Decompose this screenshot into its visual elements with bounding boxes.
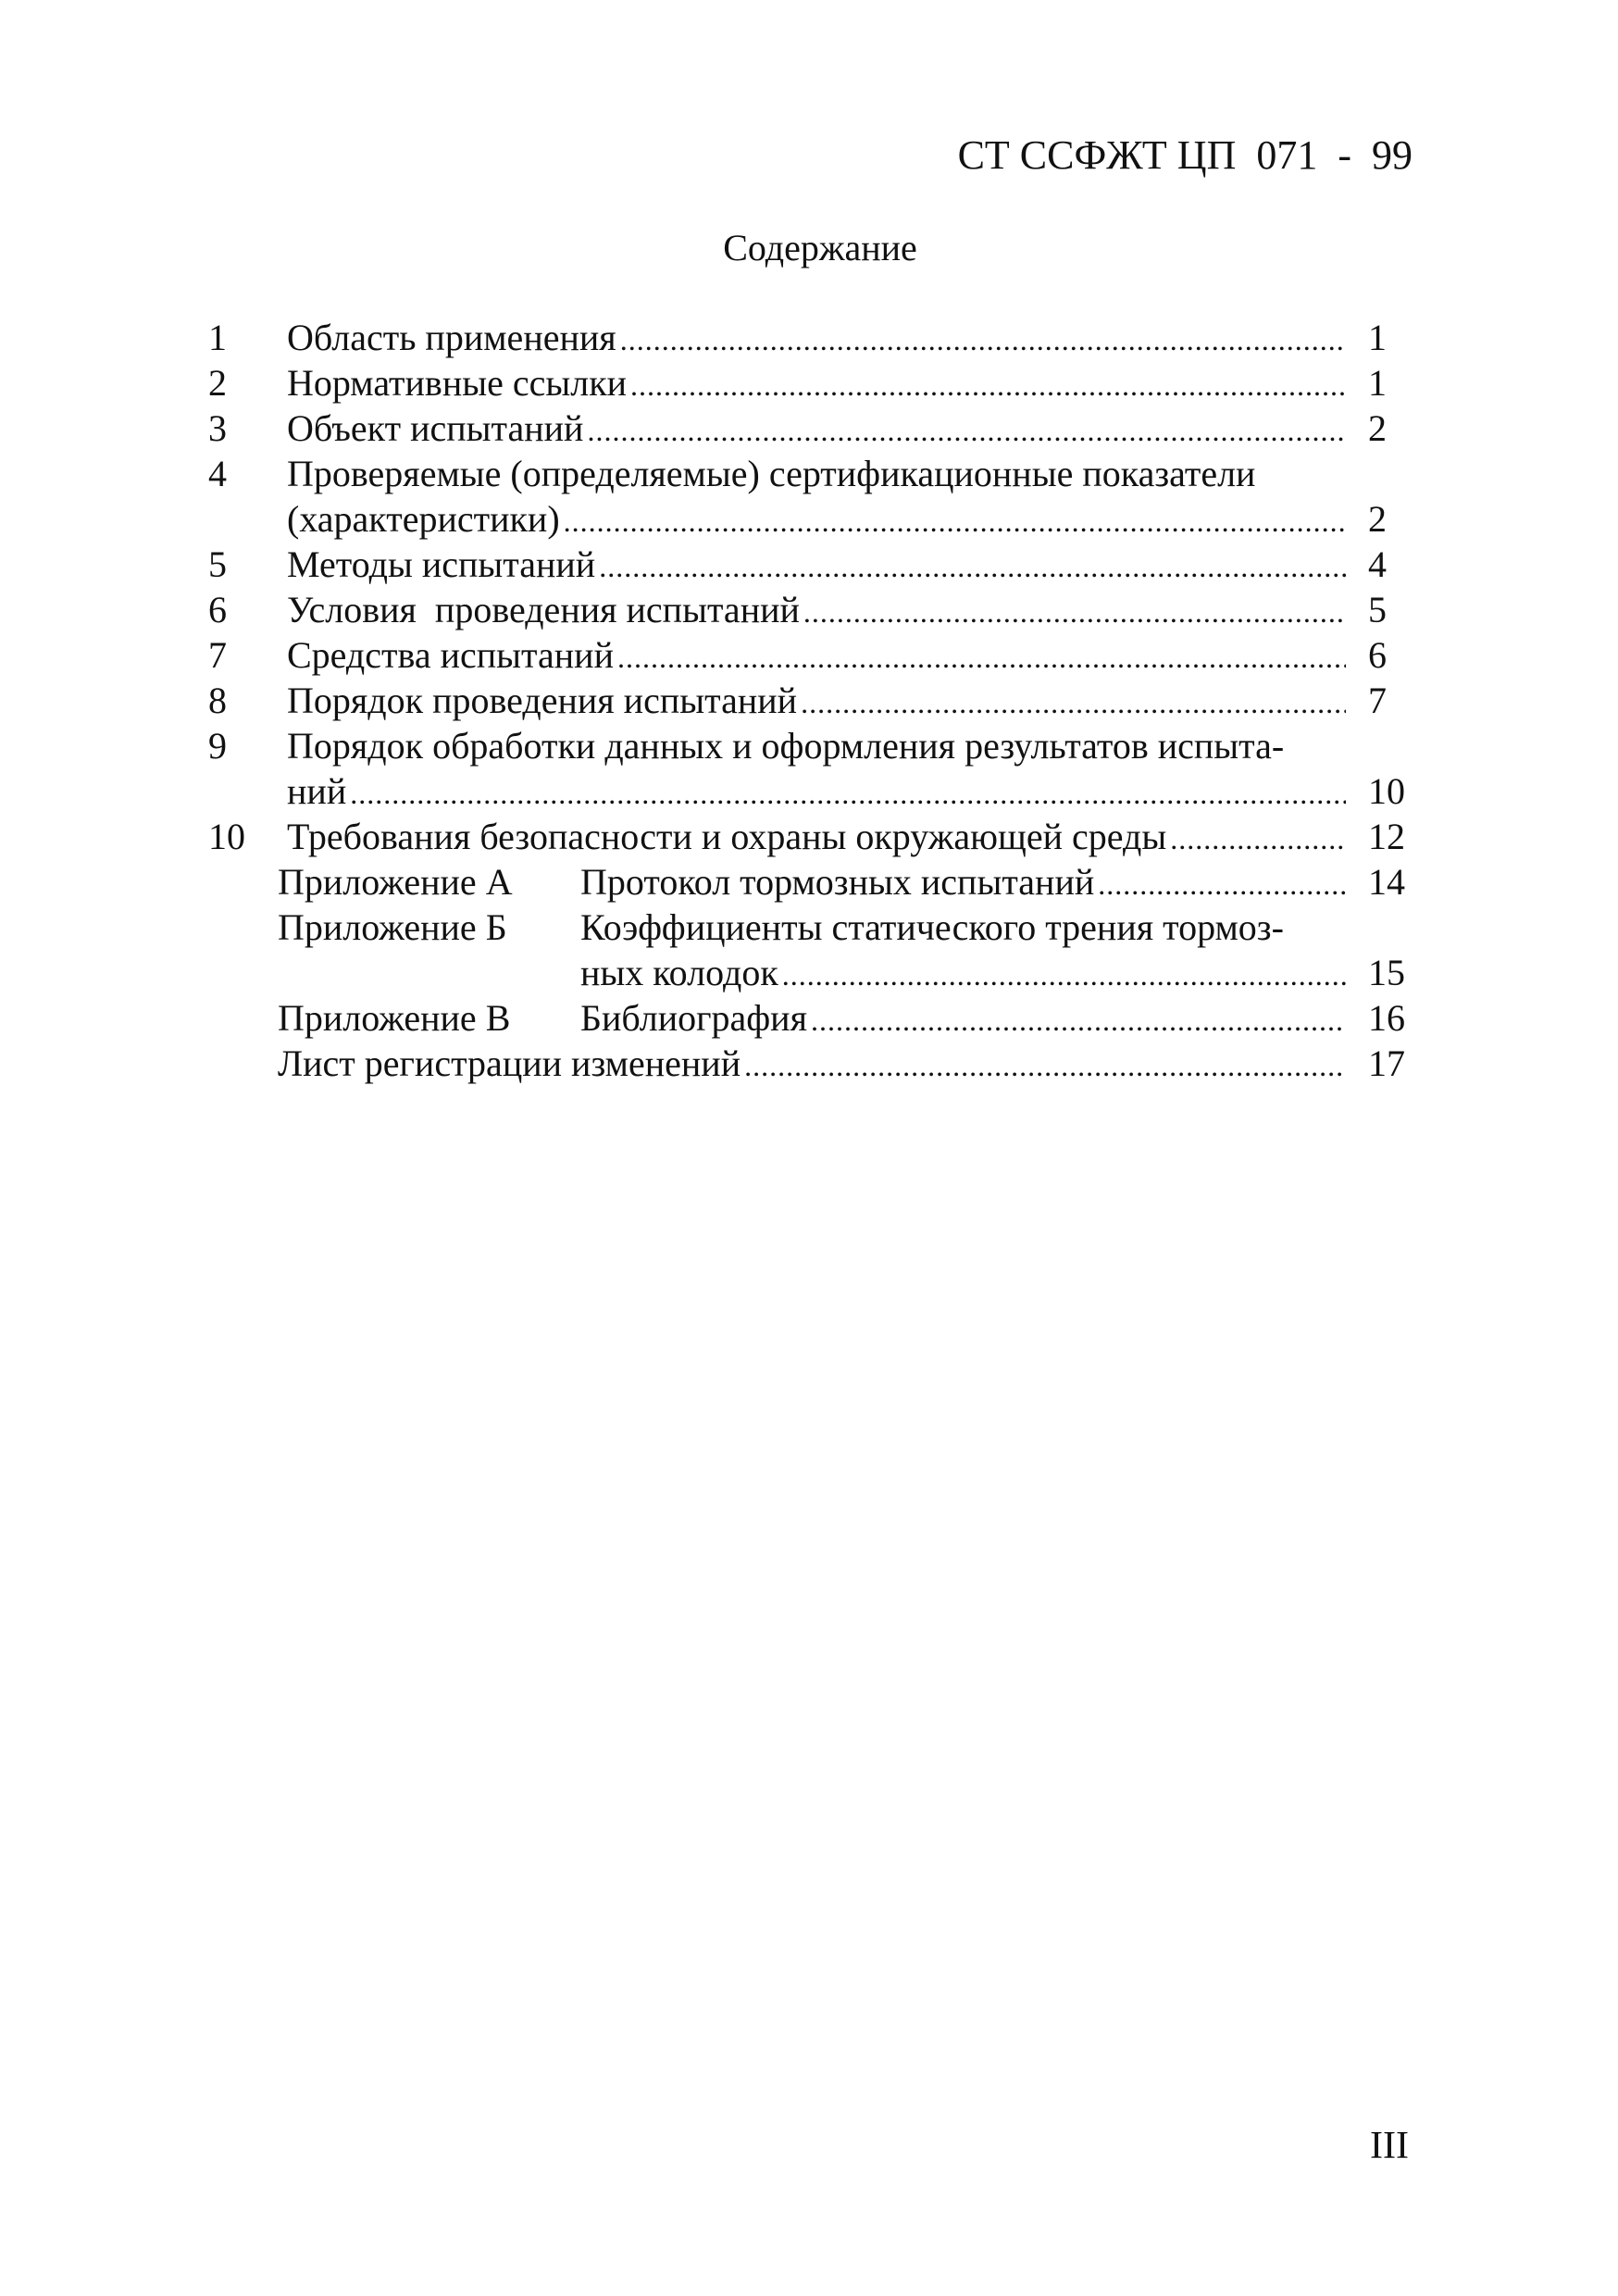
toc-entry-2[interactable] <box>0 360 1618 406</box>
appendix-label: Приложение В <box>278 997 511 1039</box>
toc-entry-5[interactable] <box>0 542 1618 587</box>
appendix-b-continuation[interactable] <box>0 950 1618 995</box>
table-of-contents <box>0 315 1618 1086</box>
dot-leader <box>744 1043 1346 1089</box>
page-number: III <box>1370 2125 1409 2167</box>
toc-entry-6[interactable] <box>0 587 1618 632</box>
toc-entry-number: 8 <box>208 680 227 721</box>
toc-title-text: Содержание <box>723 227 917 268</box>
toc-entry-text-continuation: (характеристики) <box>287 498 560 540</box>
toc-entry-4[interactable] <box>0 451 1618 496</box>
appendix-b[interactable] <box>0 905 1618 950</box>
dot-leader <box>620 318 1346 363</box>
toc-entry-page: 1 <box>1368 362 1387 404</box>
changes-sheet-entry[interactable] <box>0 1041 1618 1086</box>
dot-leader <box>801 680 1346 726</box>
appendix-text: Библиография <box>580 997 807 1039</box>
appendix-text-continuation: ных колодок <box>580 952 778 993</box>
appendix-page: 15 <box>1368 952 1405 993</box>
toc-entry-number: 4 <box>208 453 227 494</box>
toc-entry-number: 1 <box>208 317 227 358</box>
appendix-page: 14 <box>1368 861 1405 903</box>
dot-leader <box>630 363 1346 408</box>
dot-leader <box>587 408 1346 454</box>
toc-entry-9-continuation[interactable] <box>0 768 1618 814</box>
toc-entry-text: Методы испытаний <box>287 543 596 585</box>
changes-sheet-page: 17 <box>1368 1042 1405 1084</box>
dot-leader <box>1098 862 1346 907</box>
toc-entry-number: 5 <box>208 543 227 585</box>
toc-entry-8[interactable] <box>0 678 1618 723</box>
toc-entry-4-continuation[interactable] <box>0 496 1618 542</box>
toc-entry-text-continuation: ний <box>287 770 347 812</box>
appendix-text: Протокол тормозных испытаний <box>580 861 1095 903</box>
toc-entry-page: 4 <box>1368 543 1387 585</box>
appendix-a[interactable] <box>0 859 1618 905</box>
toc-entry-text: Область применения <box>287 317 616 358</box>
toc-entry-page: 6 <box>1368 634 1387 676</box>
toc-entry-9[interactable] <box>0 723 1618 768</box>
toc-entry-page: 10 <box>1368 770 1405 812</box>
toc-entry-number: 9 <box>208 725 227 767</box>
changes-sheet-text: Лист регистрации изменений <box>278 1042 741 1084</box>
toc-entry-number: 7 <box>208 634 227 676</box>
toc-entry-text: Порядок проведения испытаний <box>287 680 798 721</box>
toc-entry-1[interactable] <box>0 315 1618 360</box>
toc-entry-number: 6 <box>208 589 227 630</box>
dot-leader <box>350 771 1346 817</box>
toc-entry-text: Объект испытаний <box>287 407 584 449</box>
dot-leader <box>599 544 1346 590</box>
toc-entry-text: Нормативные ссылки <box>287 362 628 404</box>
toc-entry-3[interactable] <box>0 406 1618 451</box>
appendix-label: Приложение А <box>278 861 513 903</box>
dot-leader <box>1170 817 1346 862</box>
toc-entry-number: 10 <box>208 816 245 857</box>
toc-entry-7[interactable] <box>0 632 1618 678</box>
toc-entry-page: 7 <box>1368 680 1387 721</box>
toc-entry-number: 2 <box>208 362 227 404</box>
toc-entry-text: Условия проведения испытаний <box>287 589 800 630</box>
document-code: СТ ССФЖТ ЦП 071 - 99 <box>957 132 1413 178</box>
dot-leader <box>564 499 1346 544</box>
toc-entry-page: 2 <box>1368 498 1387 540</box>
toc-entry-text: Средства испытаний <box>287 634 614 676</box>
appendix-text: Коэффициенты статического трения тормоз- <box>580 906 1284 948</box>
dot-leader <box>617 635 1346 680</box>
toc-entry-page: 12 <box>1368 816 1405 857</box>
toc-entry-text: Порядок обработки данных и оформления результатов испыта- <box>287 725 1285 767</box>
toc-entry-page: 5 <box>1368 589 1387 630</box>
toc-entry-text: Проверяемые (определяемые) сертификационные показатели <box>287 453 1256 494</box>
toc-entry-page: 1 <box>1368 317 1387 358</box>
toc-title <box>0 222 1618 274</box>
appendix-v[interactable] <box>0 995 1618 1041</box>
toc-entry-text: Требования безопасности и охраны окружающей среды <box>287 816 1167 857</box>
toc-entry-number: 3 <box>208 407 227 449</box>
toc-entry-10[interactable] <box>0 814 1618 859</box>
appendix-label: Приложение Б <box>278 906 507 948</box>
dot-leader <box>782 953 1346 998</box>
dot-leader <box>803 590 1346 635</box>
appendix-page: 16 <box>1368 997 1405 1039</box>
dot-leader <box>811 998 1346 1043</box>
toc-entry-page: 2 <box>1368 407 1387 449</box>
